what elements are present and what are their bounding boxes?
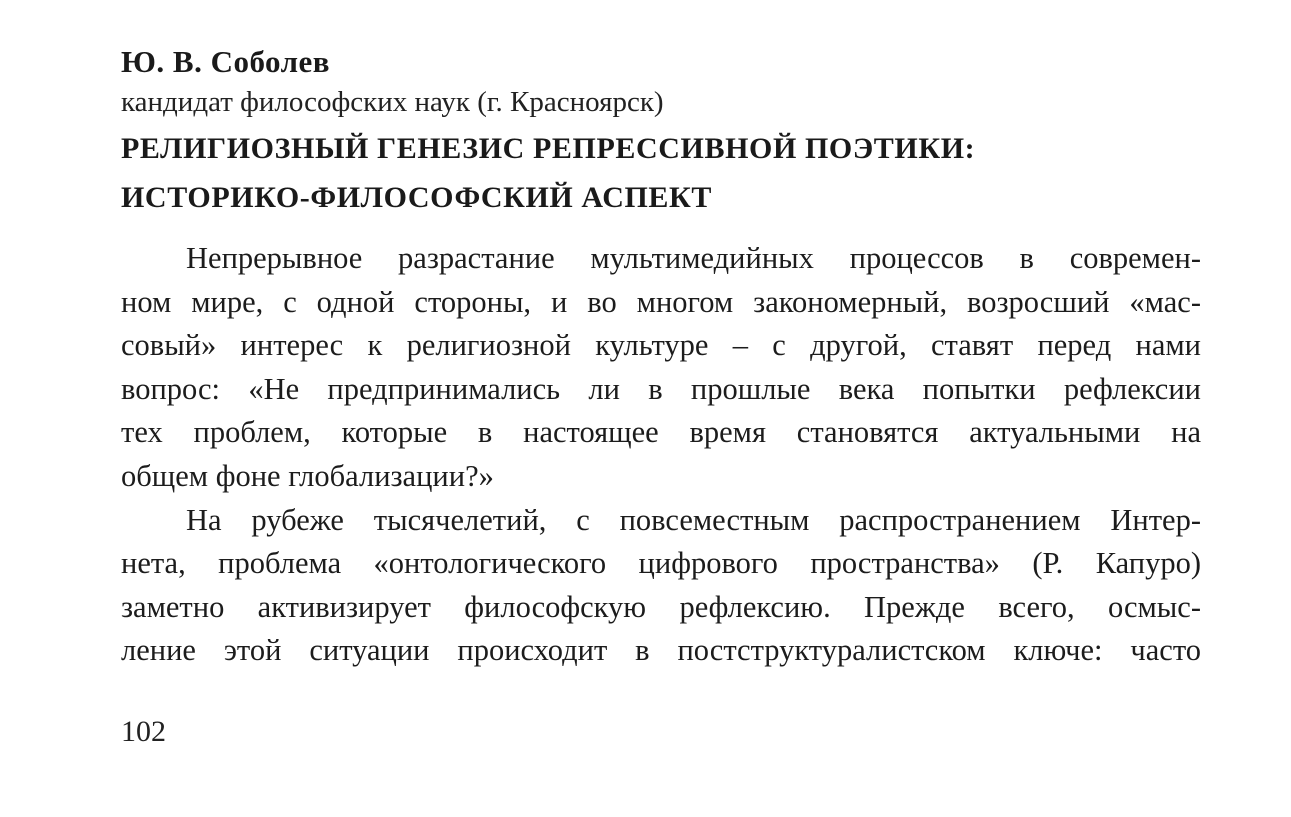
body-line: ном мире, с одной стороны, и во многом закономерный, возросший «мас- — [121, 284, 1201, 319]
body-line: нета, проблема «онтологического цифрового пространства» (Р. Капуро) — [121, 546, 1201, 581]
article-title-line-1: РЕЛИГИОЗНЫЙ ГЕНЕЗИС РЕПРЕССИВНОЙ ПОЭТИКИ: — [121, 132, 976, 165]
page-number: 102 — [121, 715, 166, 748]
author-name: Ю. В. Соболев — [121, 44, 331, 79]
body-line: совый» интерес к религиозной культуре – с другой, ставят перед нами — [121, 328, 1201, 363]
body-line: вопрос: «Не предпринимались ли в прошлые века попытки рефлексии — [121, 371, 1201, 406]
body-line: заметно активизирует философскую рефлексию. Прежде всего, осмыс- — [121, 589, 1201, 624]
body-line: На рубеже тысячелетий, с повсеместным распространением Интер- — [186, 502, 1201, 537]
body-line: тех проблем, которые в настоящее время становятся актуальными на — [121, 415, 1201, 450]
article-title-line-2: ИСТОРИКО-ФИЛОСОФСКИЙ АСПЕКТ — [121, 181, 712, 214]
body-line: ление этой ситуации происходит в постструктуралистском ключе: часто — [121, 633, 1201, 668]
article-body — [121, 237, 1201, 673]
author-affiliation: кандидат философских наук (г. Красноярск) — [121, 86, 664, 118]
body-line: общем фоне глобализации?» — [121, 458, 494, 493]
body-line: Непрерывное разрастание мультимедийных процессов в современ- — [186, 241, 1201, 275]
